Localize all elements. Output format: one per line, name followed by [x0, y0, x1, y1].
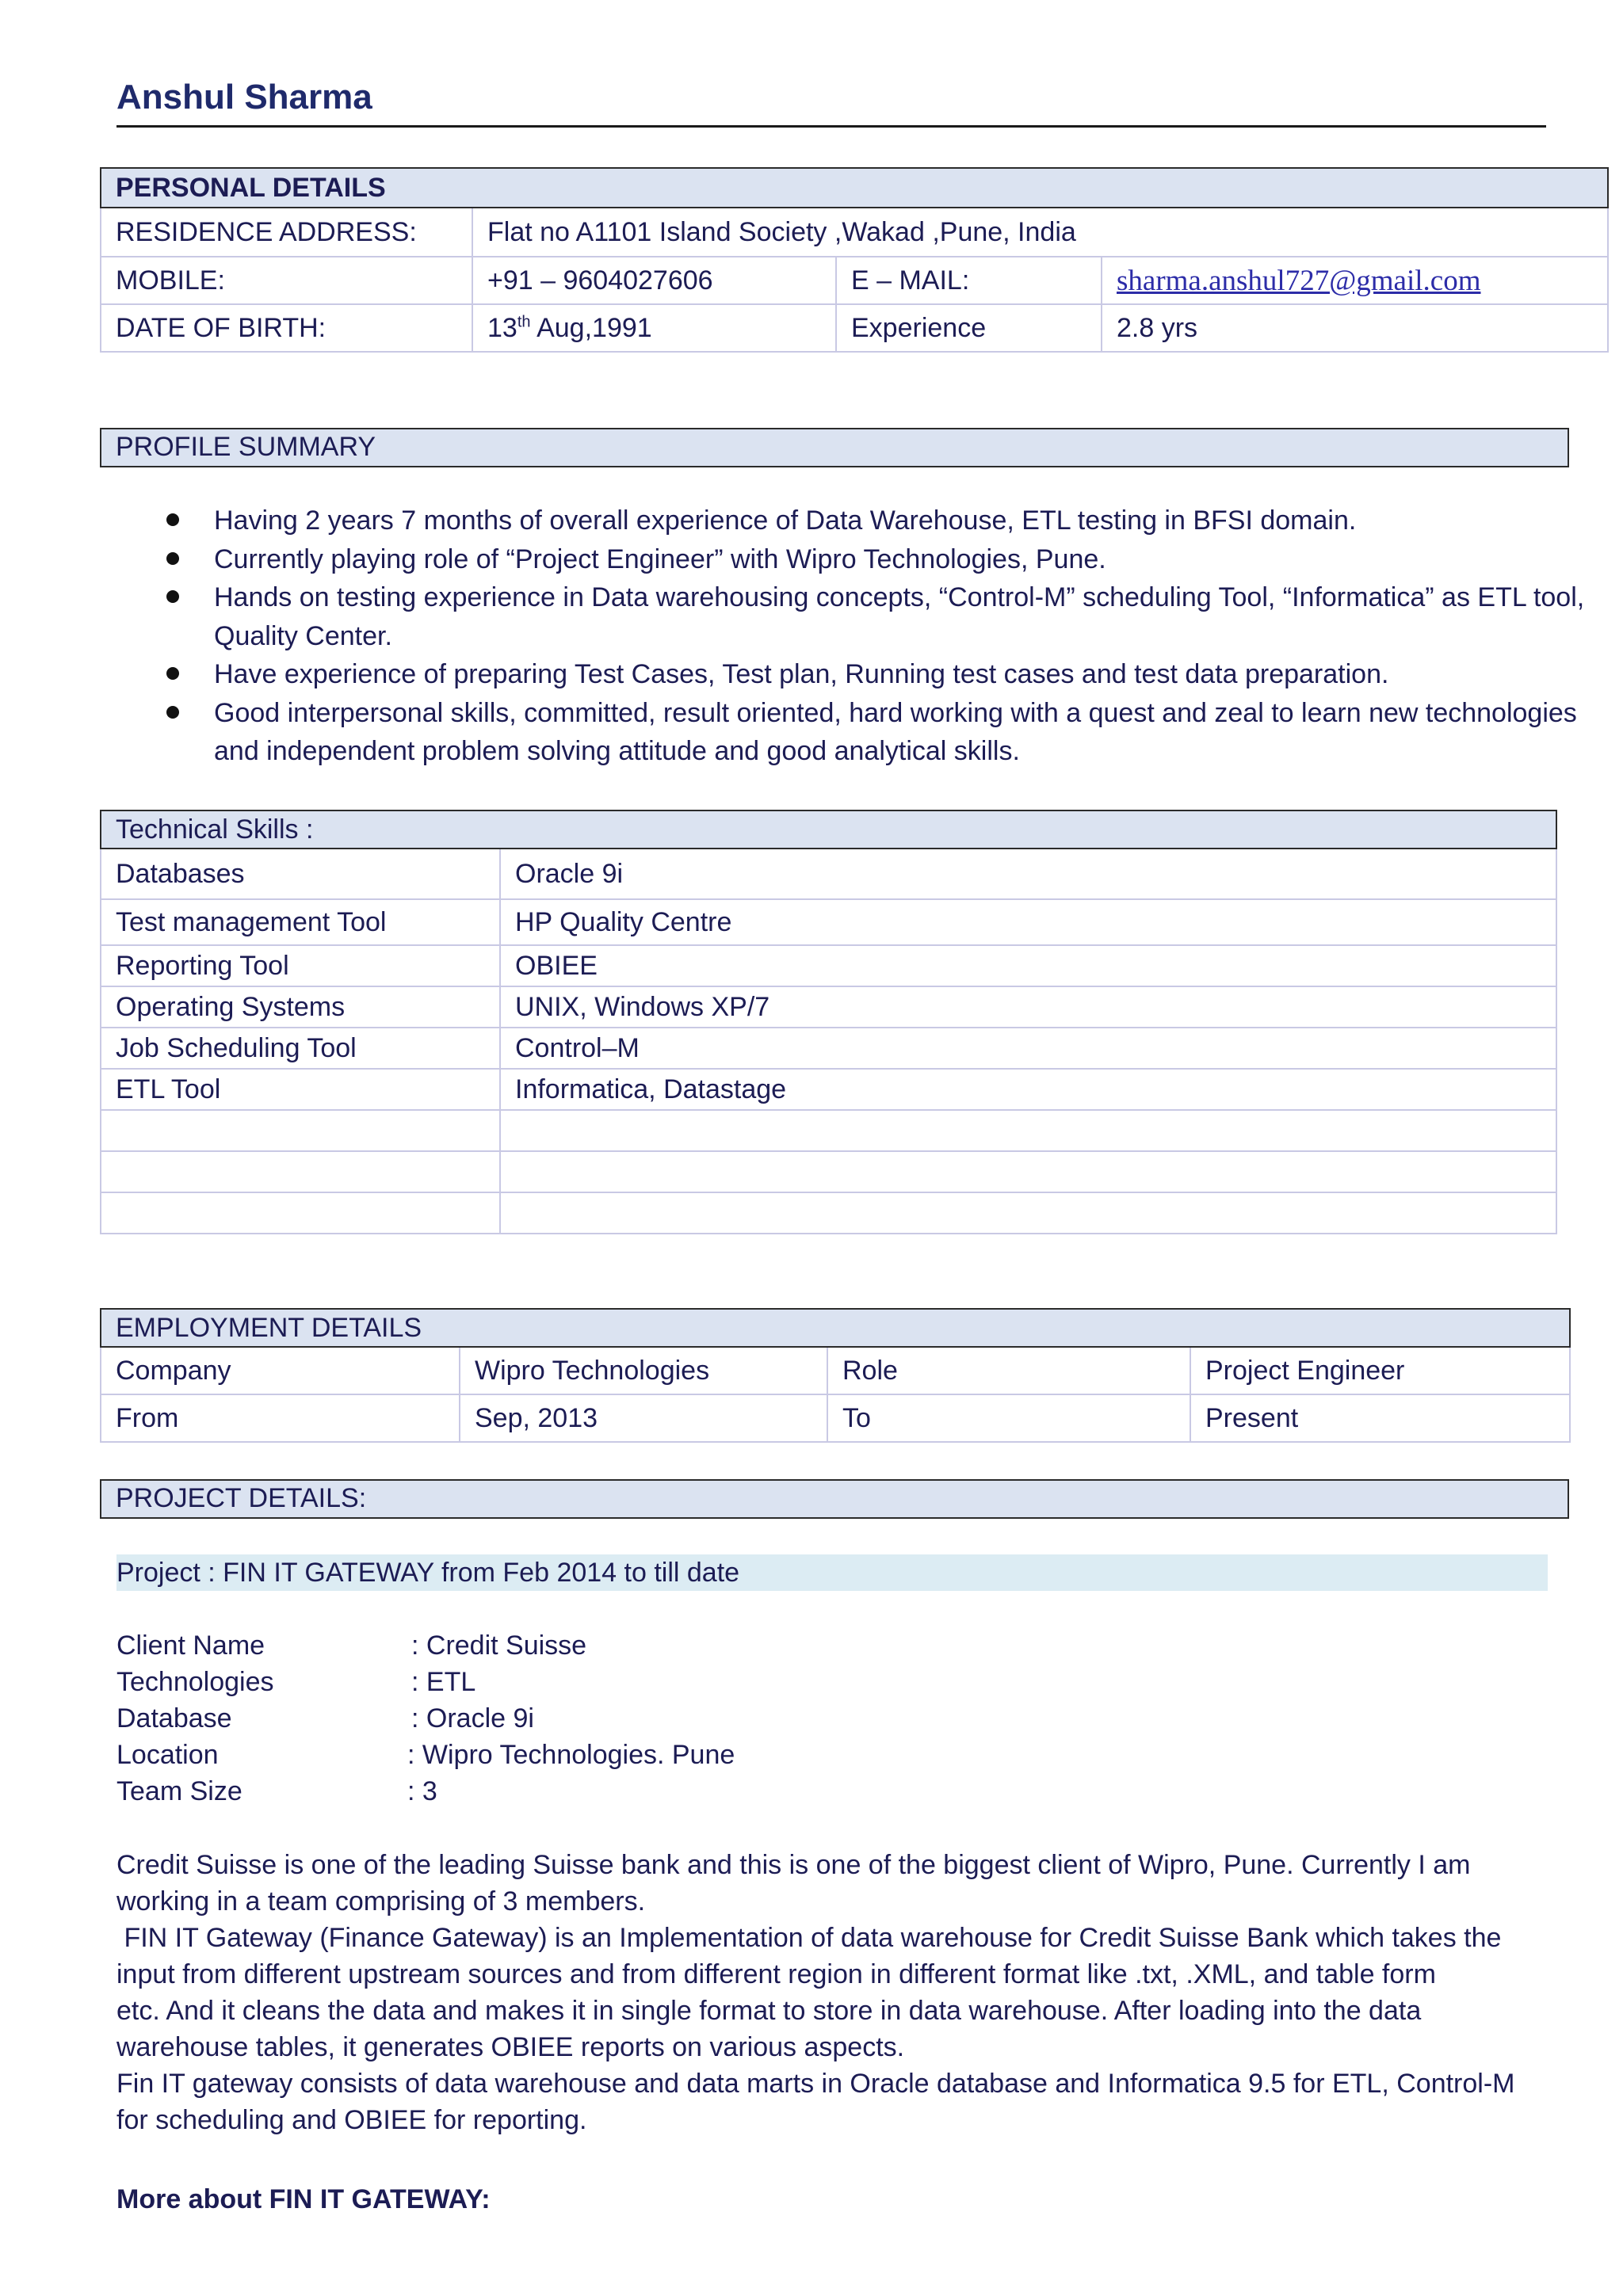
- bullet-icon: [166, 706, 179, 719]
- bullet-icon: [166, 590, 179, 603]
- skill-category: [101, 1192, 500, 1234]
- project-title: Project : FIN IT GATEWAY from Feb 2014 to till date: [116, 1558, 740, 1588]
- skill-value: Control–M: [500, 1028, 1556, 1069]
- skill-value: [500, 1192, 1556, 1234]
- profile-bullet: Have experience of preparing Test Cases, Test plan, Running test cases and test data preparation.: [214, 655, 1585, 694]
- project-title-band: [116, 1554, 1548, 1591]
- personal-details-table: [100, 167, 1609, 353]
- description-line: Fin IT gateway consists of data warehouse and data marts in Oracle database and Informatica 9.5 for ETL, Control-M: [116, 2069, 1515, 2099]
- profile-summary-heading: PROFILE SUMMARY: [100, 428, 1569, 467]
- project-field-label: Location: [116, 1740, 219, 1770]
- project-description: [116, 1847, 1559, 2138]
- name-underline: [116, 125, 1546, 128]
- technical-skills-heading: Technical Skills :: [101, 810, 1556, 849]
- personal-details-heading: PERSONAL DETAILS: [101, 168, 1608, 208]
- project-field-value: : ETL: [411, 1667, 476, 1697]
- skill-value: [500, 1151, 1556, 1192]
- role-value: Project Engineer: [1190, 1347, 1570, 1394]
- dob-value: 13th Aug,1991: [472, 304, 836, 352]
- email-link[interactable]: sharma.anshul727@gmail.com: [1117, 264, 1481, 297]
- profile-bullet: Hands on testing experience in Data warehousing concepts, “Control-M” scheduling Tool, “Informatica” as ETL tool, Quality Center.: [214, 578, 1585, 655]
- description-line: for scheduling and OBIEE for reporting.: [116, 2105, 587, 2135]
- residence-label: RESIDENCE ADDRESS:: [101, 208, 472, 257]
- profile-bullet: Currently playing role of “Project Engineer” with Wipro Technologies, Pune.: [214, 540, 1585, 579]
- role-label: Role: [827, 1347, 1190, 1394]
- profile-bullet: Good interpersonal skills, committed, result oriented, hard working with a quest and zeal to learn new technologies and independent problem solving attitude and good analytical skills.: [214, 694, 1585, 771]
- skill-value: UNIX, Windows XP/7: [500, 986, 1556, 1028]
- bullet-icon: [166, 667, 179, 680]
- description-line: Credit Suisse is one of the leading Suisse bank and this is one of the biggest client of Wipro, Pune. Currently I am: [116, 1850, 1471, 1880]
- employment-details-table: [100, 1308, 1571, 1443]
- skill-category: [101, 1110, 500, 1151]
- technical-skills-table: [100, 810, 1557, 1234]
- project-field-label: Team Size: [116, 1776, 242, 1806]
- skill-value: [500, 1110, 1556, 1151]
- company-label: Company: [101, 1347, 460, 1394]
- company-value: Wipro Technologies: [460, 1347, 827, 1394]
- description-line: FIN IT Gateway (Finance Gateway) is an Implementation of data warehouse for Credit Suisse Bank which takes the: [116, 1923, 1502, 1953]
- profile-summary-list: [158, 502, 1585, 771]
- skill-category: ETL Tool: [101, 1069, 500, 1110]
- candidate-name: Anshul Sharma: [116, 78, 372, 116]
- project-field-label: Technologies: [116, 1667, 274, 1697]
- skill-category: Job Scheduling Tool: [101, 1028, 500, 1069]
- skill-category: [101, 1151, 500, 1192]
- mobile-label: MOBILE:: [101, 257, 472, 304]
- to-value: Present: [1190, 1394, 1570, 1442]
- mobile-value: +91 – 9604027606: [472, 257, 836, 304]
- employment-details-heading: EMPLOYMENT DETAILS: [101, 1309, 1570, 1347]
- profile-bullet: Having 2 years 7 months of overall experience of Data Warehouse, ETL testing in BFSI domain.: [214, 502, 1585, 540]
- skill-category: Operating Systems: [101, 986, 500, 1028]
- skill-category: Reporting Tool: [101, 945, 500, 986]
- project-field-label: Database: [116, 1703, 232, 1733]
- skill-value: Informatica, Datastage: [500, 1069, 1556, 1110]
- experience-value: 2.8 yrs: [1102, 304, 1608, 352]
- residence-value: Flat no A1101 Island Society ,Wakad ,Pune, India: [472, 208, 1608, 257]
- project-field-value: : 3: [407, 1776, 437, 1806]
- description-line: etc. And it cleans the data and makes it in single format to store in data warehouse. After loading into the data: [116, 1996, 1422, 2026]
- skill-category: Databases: [101, 849, 500, 899]
- email-label: E – MAIL:: [836, 257, 1102, 304]
- project-field-value: : Credit Suisse: [411, 1630, 587, 1661]
- description-line: input from different upstream sources and from different region in different format like .txt, .XML, and table form: [116, 1959, 1436, 1989]
- experience-label: Experience: [836, 304, 1102, 352]
- description-line: warehouse tables, it generates OBIEE reports on various aspects.: [116, 2032, 905, 2062]
- to-label: To: [827, 1394, 1190, 1442]
- bullet-icon: [166, 513, 179, 526]
- project-field-value: : Wipro Technologies. Pune: [407, 1740, 735, 1770]
- bullet-icon: [166, 552, 179, 565]
- skill-value: HP Quality Centre: [500, 899, 1556, 945]
- from-value: Sep, 2013: [460, 1394, 827, 1442]
- project-field-label: Client Name: [116, 1630, 265, 1661]
- project-field-value: : Oracle 9i: [411, 1703, 534, 1733]
- skill-value: Oracle 9i: [500, 849, 1556, 899]
- project-details-heading: PROJECT DETAILS:: [100, 1479, 1569, 1519]
- skill-category: Test management Tool: [101, 899, 500, 945]
- skill-value: OBIEE: [500, 945, 1556, 986]
- dob-label: DATE OF BIRTH:: [101, 304, 472, 352]
- more-about-heading: More about FIN IT GATEWAY:: [116, 2184, 491, 2214]
- from-label: From: [101, 1394, 460, 1442]
- description-line: working in a team comprising of 3 members.: [116, 1886, 646, 1917]
